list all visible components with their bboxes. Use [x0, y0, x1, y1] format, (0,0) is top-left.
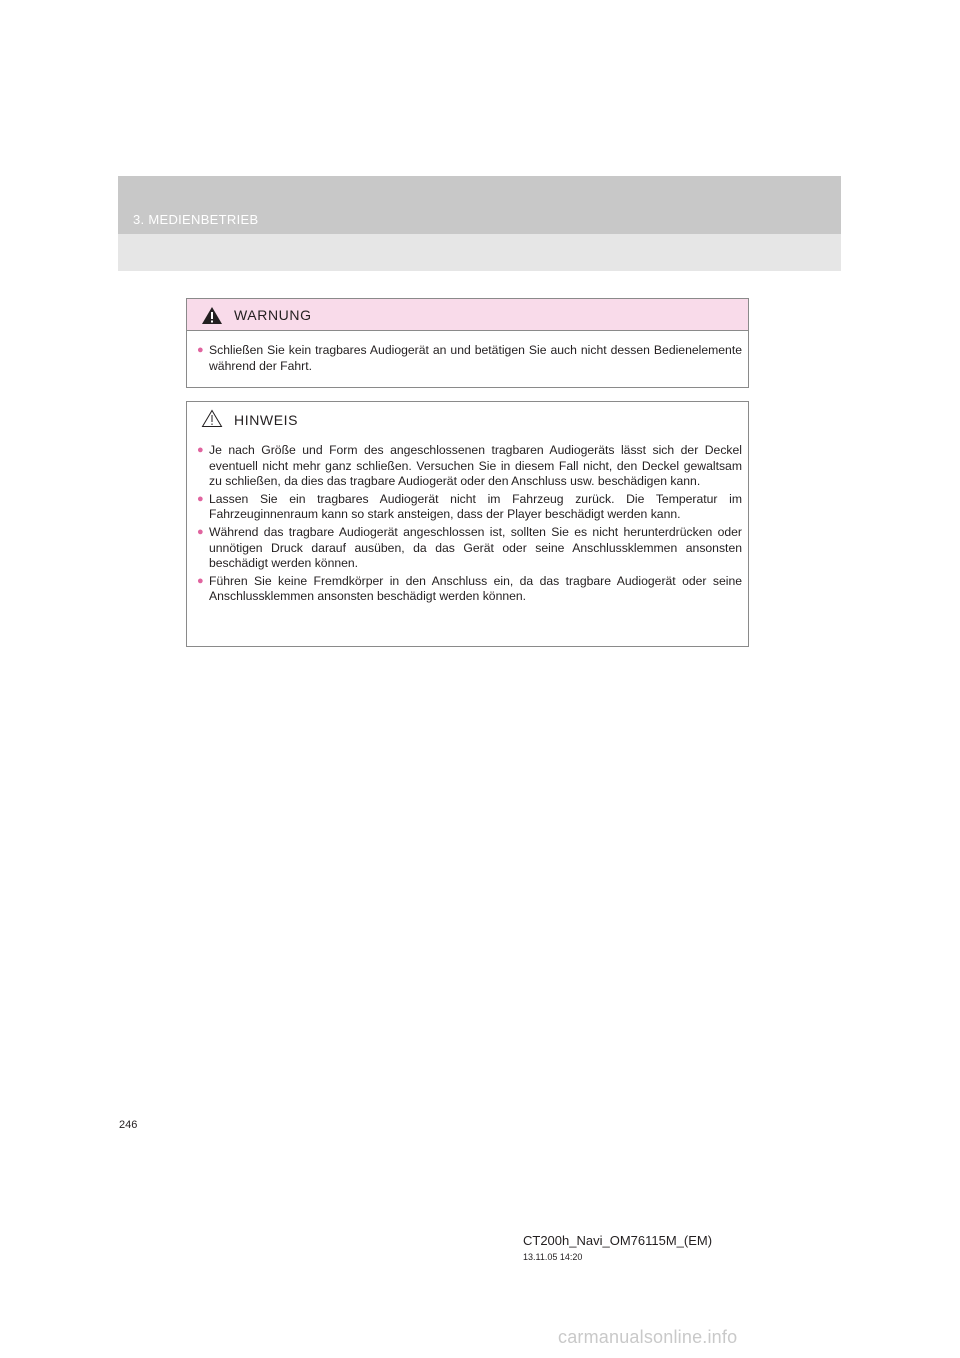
- notice-item-text: Während das tragbare Audiogerät angeschlossen ist, sollten Sie es nicht herunterdrücken oder unnötigen Druck darauf ausüben, da das Gerät oder seine Anschlussklemmen ansonsten beschädigt werden können.: [209, 524, 742, 571]
- bullet-icon: ●: [197, 444, 204, 456]
- notice-title: HINWEIS: [234, 412, 299, 428]
- section-title: 3. MEDIENBETRIEB: [133, 212, 259, 227]
- bullet-icon: ●: [197, 492, 204, 505]
- notice-item: [197, 492, 742, 523]
- notice-item-text: Je nach Größe und Form des angeschlossenen tragbaren Audiogeräts lässt sich der Deckel eventuell nicht mehr ganz schließen. Versuchen Sie in diesem Fall nicht, den Deckel gewaltsam zu schließen, da dies das tragbare Audiogerät oder den Anschluss usw. beschädigen kann.: [209, 443, 742, 489]
- bullet-icon: ●: [197, 574, 204, 587]
- document-code: CT200h_Navi_OM76115M_(EM): [523, 1233, 713, 1248]
- warning-title: WARNUNG: [234, 307, 312, 323]
- warning-triangle-icon: [201, 306, 223, 325]
- notice-item: [197, 443, 742, 490]
- warning-body: [187, 331, 748, 374]
- caution-triangle-outline-icon: [201, 409, 223, 428]
- watermark: carmanualsonline.info: [558, 1327, 738, 1347]
- notice-item-text: Führen Sie keine Fremdkörper in den Anschluss ein, da das tragbare Audiogerät oder seine Anschlussklemmen ansonsten beschädigt werden können.: [209, 573, 742, 604]
- notice-item-text: Lassen Sie ein tragbares Audiogerät nicht im Fahrzeug zurück. Die Temperatur im Fahrzeuginnenraum kann so stark ansteigen, dass der Player beschädigt werden kann.: [209, 491, 742, 522]
- header-band-lower: [118, 234, 841, 271]
- document-date: 13.11.05 14:20: [523, 1252, 583, 1262]
- warning-item: [197, 343, 742, 374]
- warning-box: [186, 298, 749, 388]
- notice-header: [187, 402, 748, 433]
- notice-item: [197, 525, 742, 572]
- bullet-icon: ●: [197, 344, 204, 356]
- bullet-icon: ●: [197, 525, 204, 538]
- warning-item-text: Schließen Sie kein tragbares Audiogerät an und betätigen Sie auch nicht dessen Bedienelemente während der Fahrt.: [209, 343, 742, 373]
- page-number: 246: [119, 1119, 138, 1131]
- notice-body: [187, 433, 748, 605]
- notice-item: [197, 574, 742, 605]
- warning-header: [187, 299, 748, 331]
- notice-box: [186, 401, 749, 647]
